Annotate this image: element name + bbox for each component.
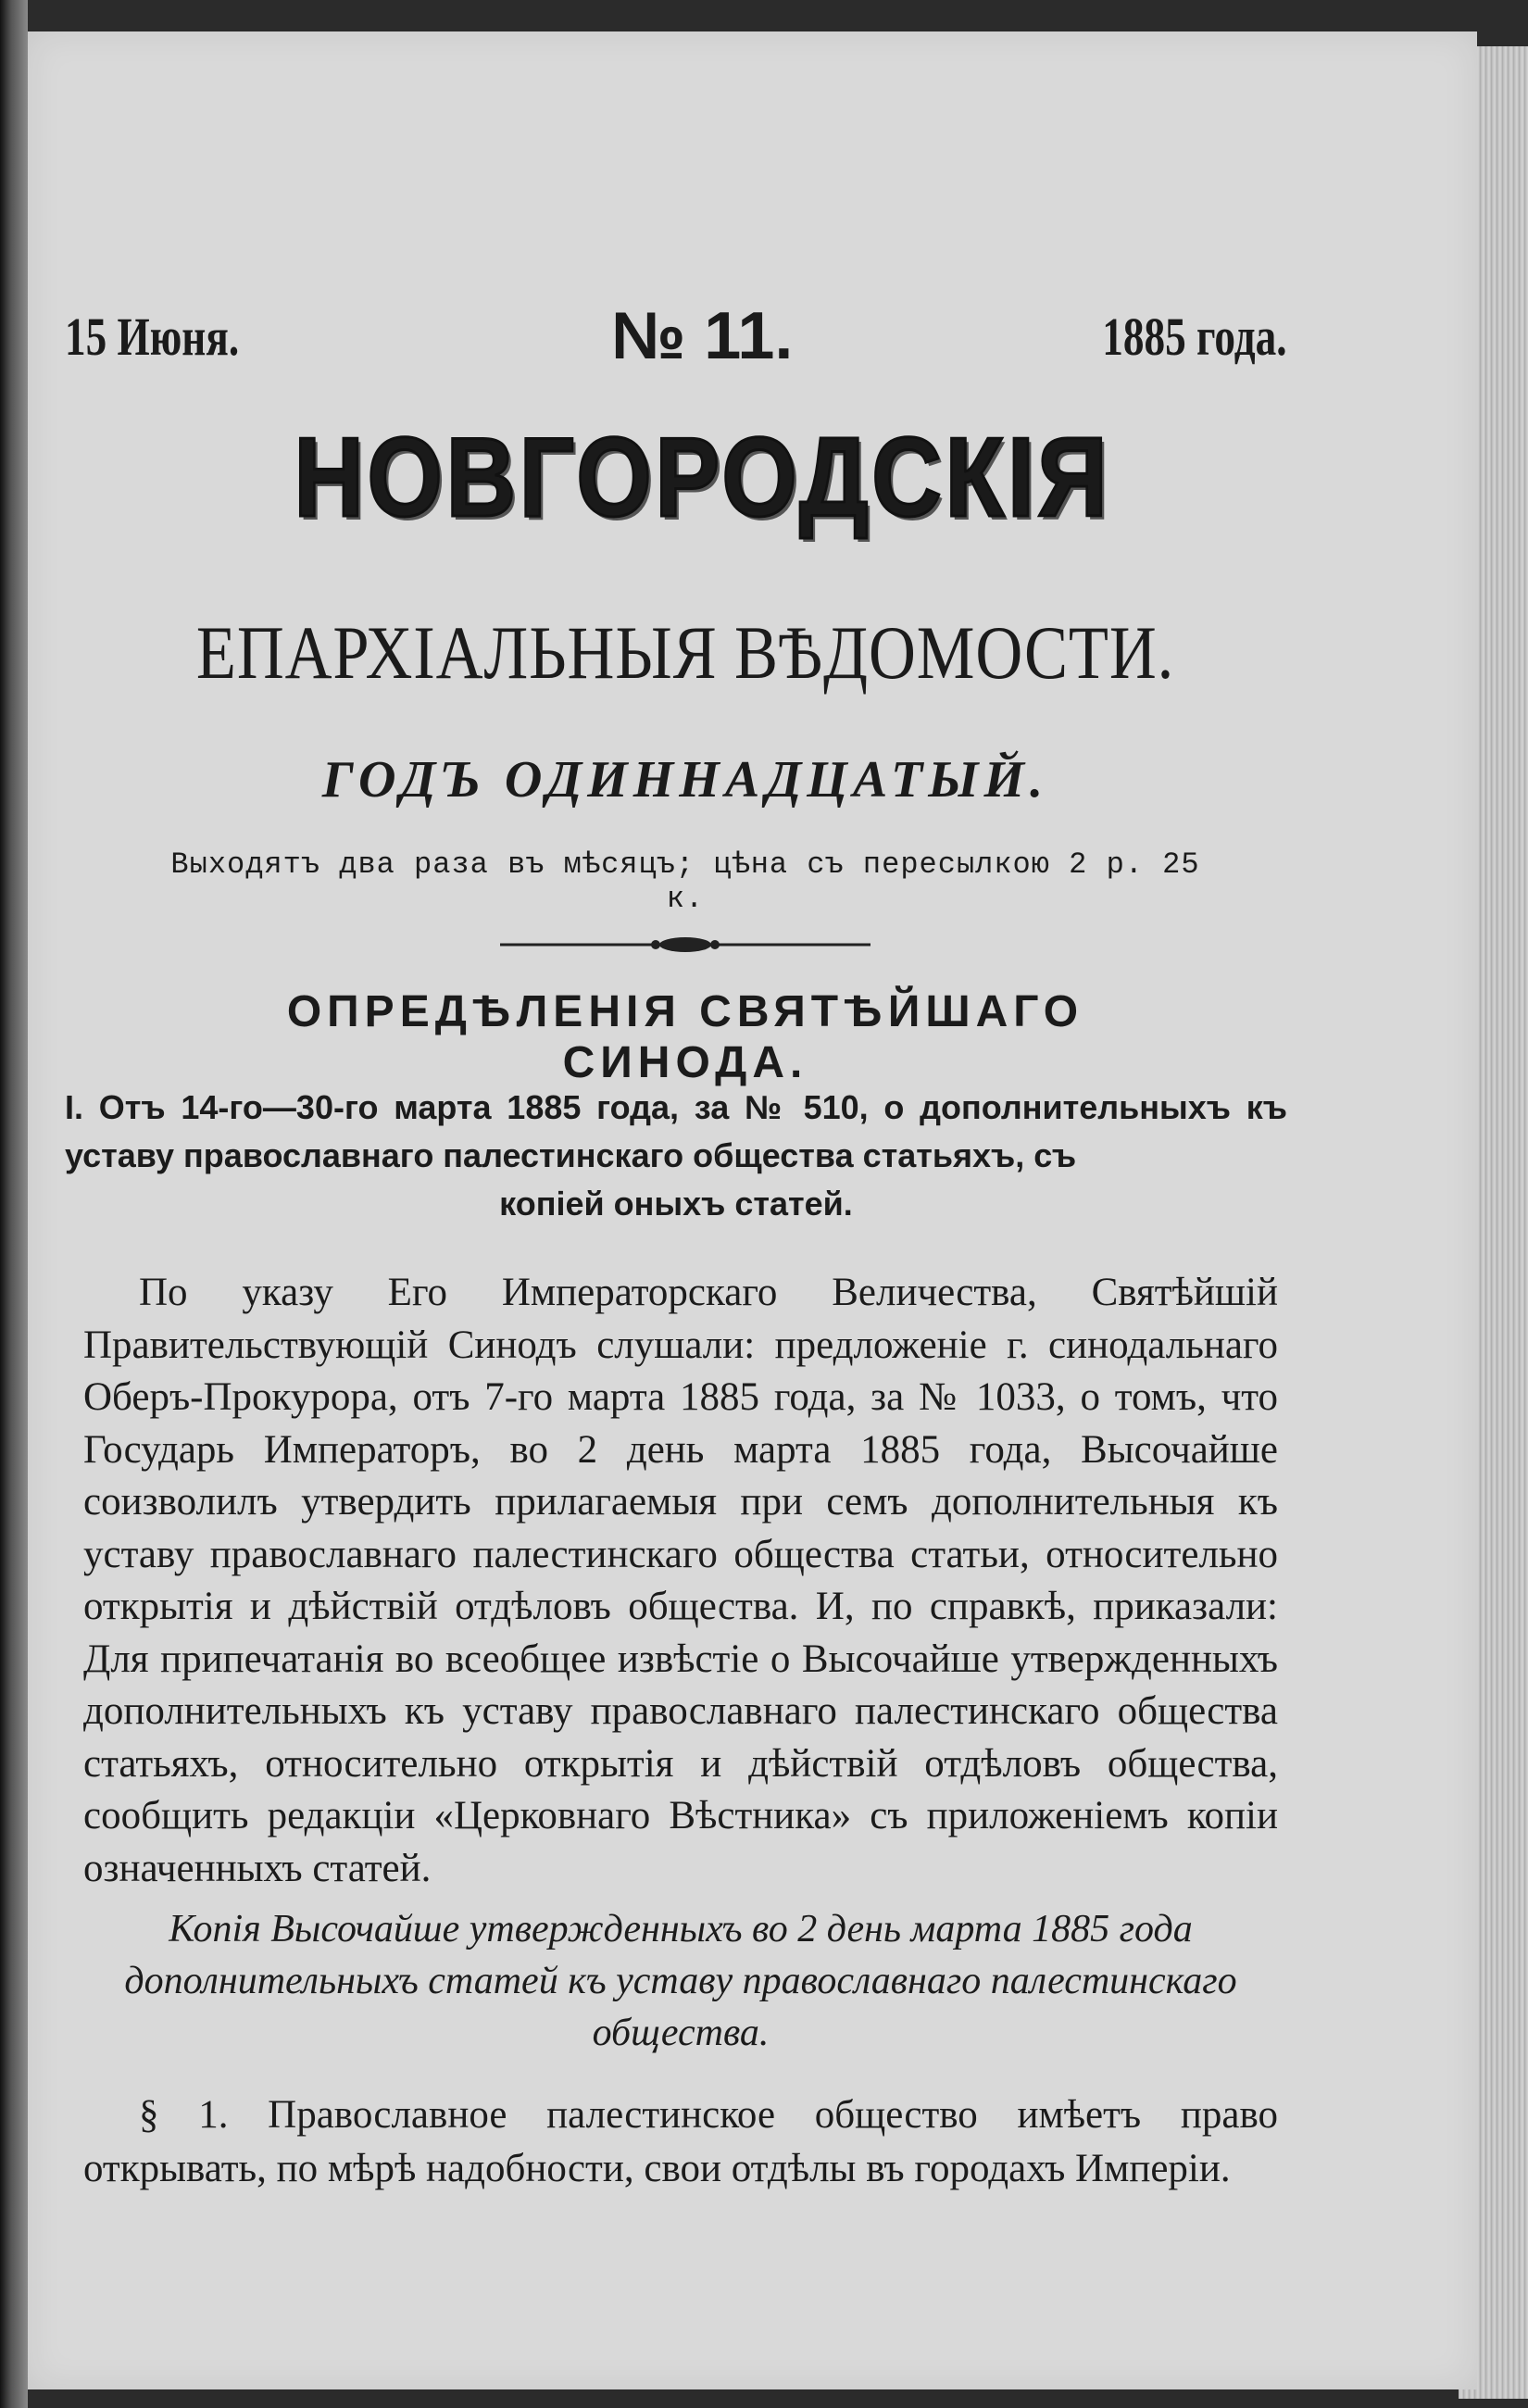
body-paragraph-text: По указу Его Императорскаго Величества, Святѣйшій Правительствующій Синодъ слушали: предложеніе г. синодальнаго Оберъ-Прокурора, отъ 7-го марта 1885 года, за № 1033, о томъ, что Государь Императоръ, во 2 день марта 1885 года, Высочайше соизволилъ утвердить прилагаемыя при семъ дополнительныя къ уставу православнаго палестинскаго общества статьи, относительно открытія и дѣйствій отдѣловъ общества. И, по справкѣ, приказали: Для припечатанія во всеобщее извѣстіе о Высочайше утвержденныхъ дополнительныхъ къ уставу православнаго палестинскаго общества статьяхъ, относительно открытія и дѣйствій отдѣловъ общества, сообщить редакціи «Церковнаго Вѣстника» съ приложеніемъ копіи означенныхъ статей. xyxy=(83,1271,1278,1890)
issue-header xyxy=(65,278,1287,380)
masthead-title: НОВГОРОДСКІЯ xyxy=(294,414,1111,540)
decree-heading-text: I. Отъ 14-го—30-го марта 1885 года, за № 510, о дополнительныхъ къ уставу православнаго палестинскаго общества статьяхъ, съ xyxy=(65,1088,1287,1174)
issue-number: № 11. xyxy=(611,299,794,373)
ornament-divider xyxy=(500,926,870,963)
masthead-subtitle: ЕПАРХІАЛЬНЫЯ ВѢДОМОСТИ. xyxy=(195,610,1175,695)
section-title: ОПРЕДѢЛЕНІЯ СВЯТѢЙШАГО СИНОДА. xyxy=(286,987,1084,1087)
publication-year-line: ГОДЪ ОДИННАДЦАТЫЙ. xyxy=(321,751,1049,809)
copy-heading: Копія Высочайше утвержденныхъ во 2 день марта 1885 года дополнительныхъ статей къ уставу православнаго палестинскаго общества. xyxy=(124,1908,1237,2054)
price-line: Выходятъ два раза въ мѣсяцъ; цѣна съ пересылкою 2 р. 25 к. xyxy=(170,847,1200,916)
decree-heading xyxy=(65,1084,1287,1228)
decree-heading-end: копіей оныхъ статей. xyxy=(499,1185,853,1223)
body-paragraph xyxy=(83,1267,1278,1895)
binding-edge xyxy=(0,0,28,2408)
issue-year: 1885 года. xyxy=(1102,307,1287,367)
issue-date: 15 Июня. xyxy=(65,307,240,367)
article-1 xyxy=(83,2088,1278,2196)
article-1-text: § 1. Православное палестинское общество имѣетъ право открывать, по мѣрѣ надобности, свои отдѣлы въ городахъ Имперіи. xyxy=(83,2093,1278,2190)
